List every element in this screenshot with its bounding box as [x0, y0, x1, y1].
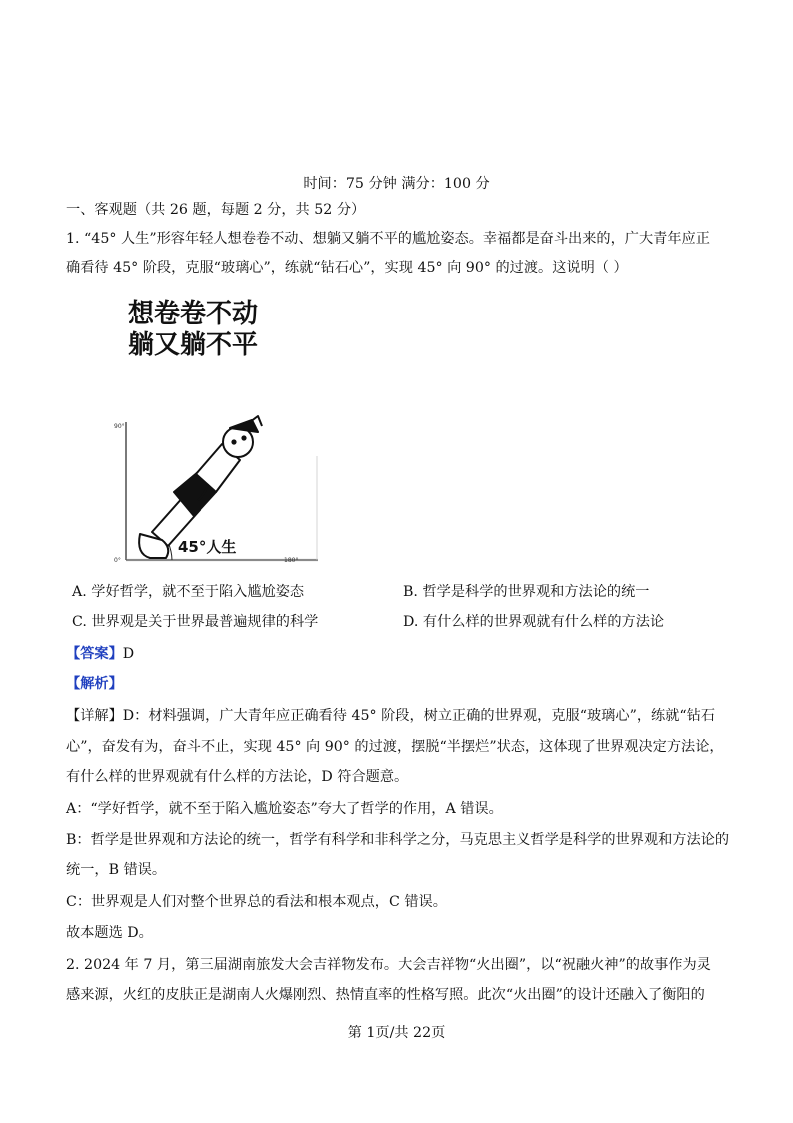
question-1-figure	[112, 296, 322, 568]
axis-label-180: 180°	[284, 557, 299, 564]
figure-label: 45°人生	[178, 538, 237, 556]
answer-line	[66, 644, 134, 664]
detail-tag: 【详解】	[66, 708, 123, 724]
detail-line-2: 心”，奋发有为，奋斗不止，实现 45° 向 90° 的过渡，摆脱“半摆烂”状态，这体现了世界观决定方法论，	[66, 739, 724, 755]
detail-text-1: D：材料强调，广大青年应正确看待 45° 阶段，树立正确的世界观，克服“玻璃心”，练就“钻石	[122, 708, 716, 724]
analysis-a: A：“学好哲学，就不至于陷入尴尬姿态”夸大了哲学的作用，A 错误。	[66, 801, 503, 817]
answer-tag: 【答案】	[66, 646, 123, 662]
figure-title-line-1: 想卷卷不动	[128, 299, 259, 329]
page-footer: 第 1页/共 22页	[347, 1025, 446, 1041]
option-d: D. 有什么样的世界观就有什么样的方法论	[403, 614, 665, 630]
cartoon-45-degree-life	[112, 296, 322, 568]
question-2-line-1: 2. 2024 年 7 月，第三届湖南旅发大会吉祥物发布。大会吉祥物“火出圈”，以“祝融火神”的故事作为灵	[66, 957, 711, 973]
analysis-b-line-1: B：哲学是世界观和方法论的统一，哲学有科学和非科学之分，马克思主义哲学是科学的世界观和方法论的	[66, 832, 730, 848]
section-title: 一、客观题（共 26 题，每题 2 分，共 52 分）	[66, 202, 366, 218]
axis-label-0: 0°	[114, 557, 121, 564]
detail-line-3: 有什么样的世界观就有什么样的方法论，D 符合题意。	[66, 769, 409, 785]
option-c: C. 世界观是关于世界最普遍规律的科学	[72, 614, 319, 630]
question-1-line-1: 1. “45° 人生”形容年轻人想卷卷不动、想躺又躺不平的尴尬姿态。幸福都是奋斗出来的，广大青年应正	[66, 231, 710, 247]
option-a: A. 学好哲学，就不至于陷入尴尬姿态	[72, 584, 305, 600]
detail-line-1	[66, 706, 715, 726]
answer-value: D	[122, 646, 135, 662]
option-b: B. 哲学是科学的世界观和方法论的统一	[403, 584, 650, 600]
analysis-b-line-2: 统一，B 错误。	[66, 862, 167, 878]
analysis-tag: 【解析】	[66, 676, 123, 692]
analysis-line	[66, 674, 123, 694]
question-2-line-2: 感来源，火红的皮肤正是湖南人火爆刚烈、热情直率的性格写照。此次“火出圈”的设计还融入了衡阳的	[66, 987, 705, 1003]
figure-title-line-2: 躺又躺不平	[128, 330, 259, 360]
analysis-c: C：世界观是人们对整个世界总的看法和根本观点，C 错误。	[66, 894, 447, 910]
exam-time-score: 时间：75 分钟 满分：100 分	[303, 176, 490, 192]
question-1-line-2: 确看待 45° 阶段，克服“玻璃心”，练就“钻石心”，实现 45° 向 90° 的过渡。这说明（ ）	[66, 260, 628, 276]
axis-label-90: 90°	[114, 423, 125, 430]
conclusion: 故本题选 D。	[66, 925, 153, 941]
